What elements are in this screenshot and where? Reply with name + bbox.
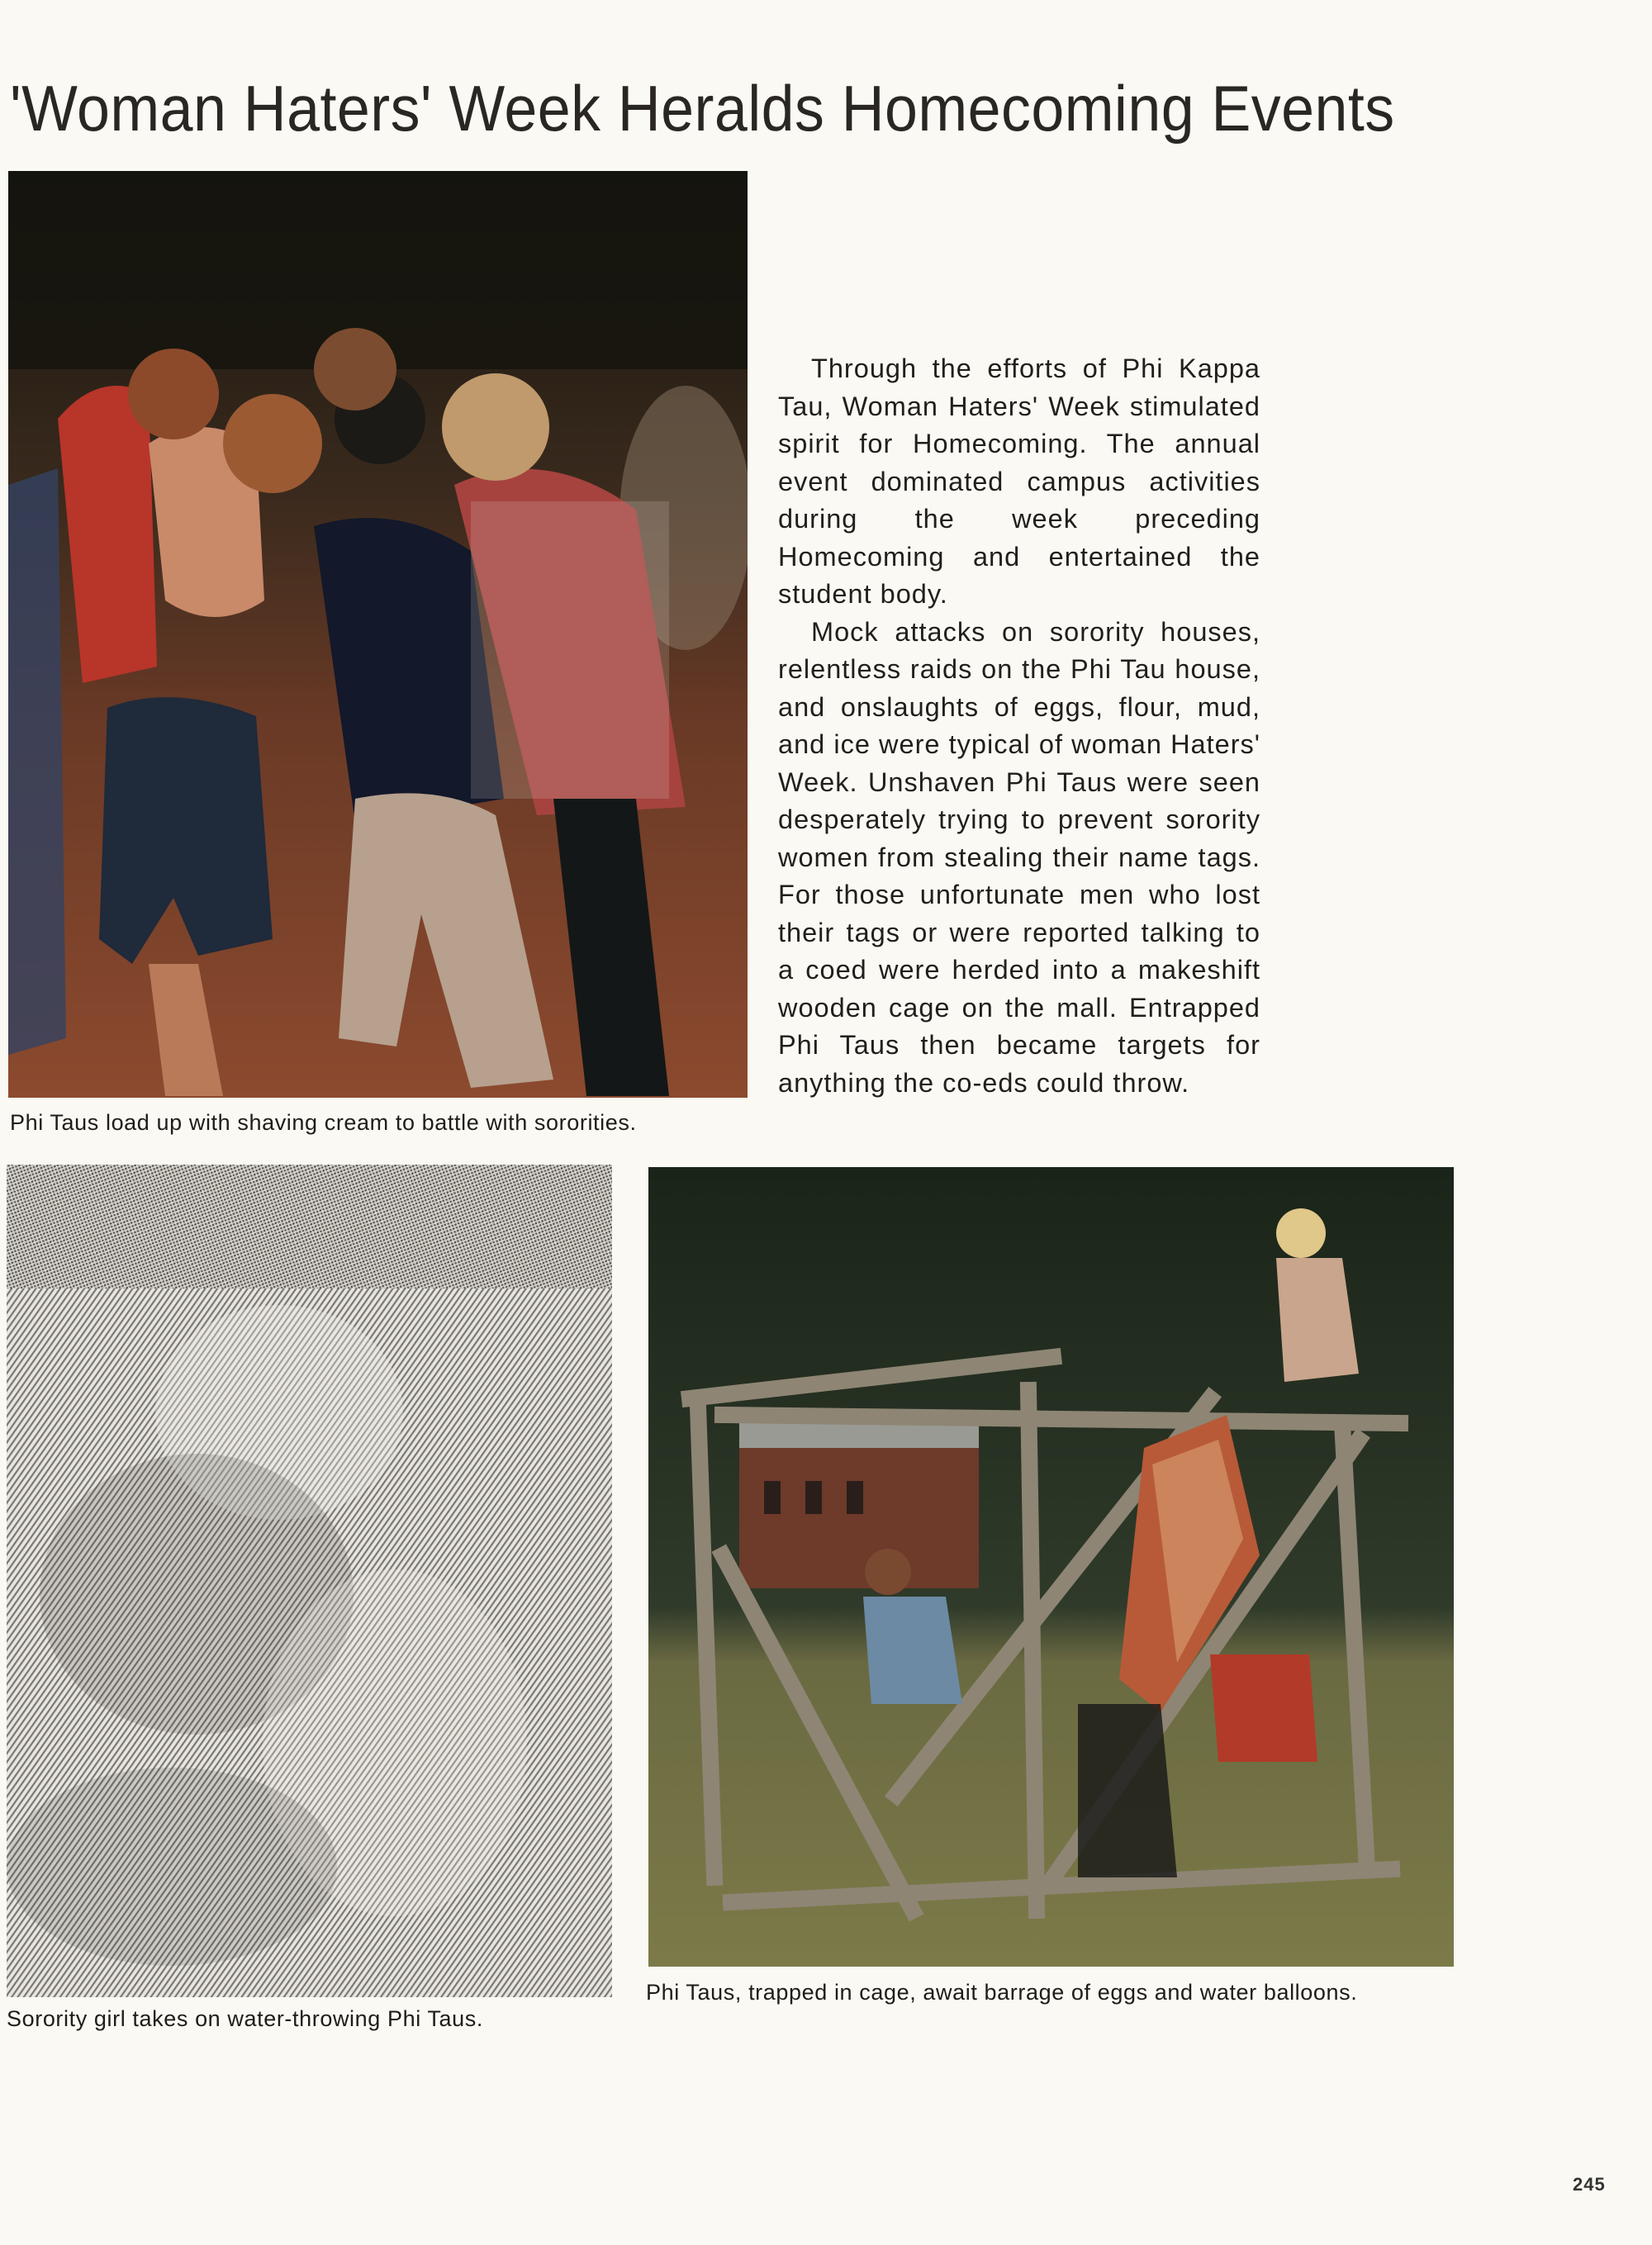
photo-sorority-girl bbox=[7, 1165, 612, 1997]
article-paragraph: Through the efforts of Phi Kappa Tau, Woman Haters' Week stimulated spirit for Homecoming. The annual event dominated campus activities during the week preceding Homecoming and entertained the student body. bbox=[778, 354, 1260, 609]
page-number: 245 bbox=[1573, 2174, 1606, 2195]
page-title: 'Woman Haters' Week Heralds Homecoming Events bbox=[10, 72, 1395, 145]
photo-shaving-cream-battle bbox=[8, 171, 748, 1098]
article-paragraph: Mock attacks on sorority houses, relentless raids on the Phi Tau house, and onslaughts of eggs, flour, mud, and ice were typical of woman Haters' Week. Unshaven Phi Taus were seen desperately trying to prevent sorority women from stealing their name tags. For those unfortunate men who lost their tags or were reported talking to a coed were herded into a makeshift wooden cage on the mall. Entrapped Phi Taus then became targets for anything the co-eds could throw. bbox=[778, 616, 1260, 1098]
caption-photo-1: Phi Taus load up with shaving cream to battle with sororities. bbox=[10, 1110, 637, 1135]
photo-wooden-cage bbox=[648, 1167, 1454, 1967]
caption-photo-3: Phi Taus, trapped in cage, await barrage of eggs and water balloons. bbox=[646, 1980, 1358, 2005]
article-body bbox=[778, 350, 1260, 1102]
caption-photo-2: Sorority girl takes on water-throwing Phi Taus. bbox=[7, 2006, 483, 2031]
